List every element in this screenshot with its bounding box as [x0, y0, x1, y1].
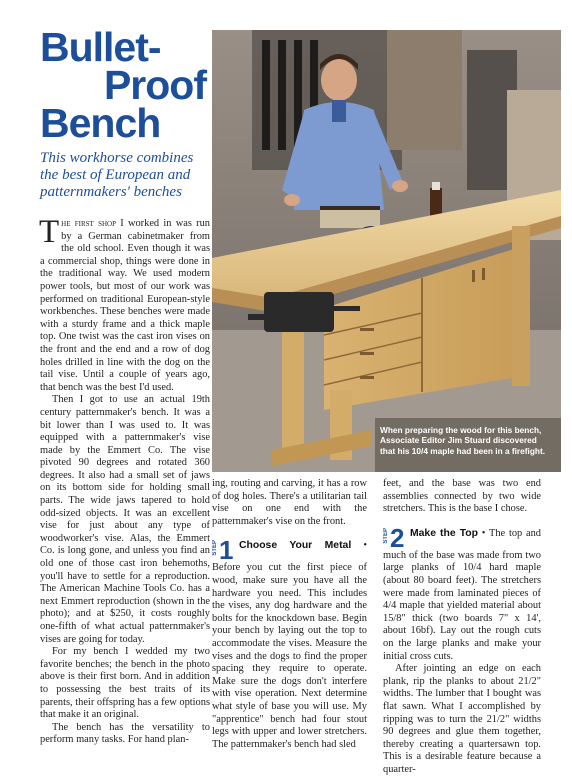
paragraph-1-text: I worked in was run by a German cabinetmaker from the old school. Even though it was a commercial shop, things were done in the traditional way. We used modern power tools, but most of our work was performed on traditional European-style workbenches. These benches were made with a sturdy frame and a thick maple top. One twist was the cast iron vises on the front and the end and a row of dog holes drilled in line with the dog on the tail vise. Until a couple of years ago, that bench was the best I'd used. — [40, 218, 210, 393]
drop-cap: T — [39, 214, 60, 250]
step-2-heading: Make the Top — [410, 527, 478, 539]
step-1-number: 1 — [219, 535, 234, 566]
title-line-1: Bullet- — [40, 24, 161, 70]
column-2-continuation: ing, routing and carving, it has a row of dog holes. There's a utilitarian tail vise on one end with the patternmaker's vise on the front. — [212, 478, 367, 527]
paragraph-3: For my bench I wedded my two favorite benches; the bench in the photo above is their first born. And in addition to possessing the best traits of its parents, their offspring has a few options that make it an original. — [40, 646, 210, 721]
article-title — [40, 24, 210, 146]
step-1-body: • Before you cut the first piece of wood, make sure you have all the hardware you need. This includes the vises, any dog hardware and the bolts for the knockdown base. Begin your bench by laying out the top to accommodate the vises. Measure the vises and the dogs to find the proper spacing they require to operate. Make sure the dogs don't interfere with vise operation. Next determine what style of base you will use. My "apprentice" bench had four stout legs with upper and lower stretchers. The patternmaker's bench had sled — [212, 540, 367, 750]
step-2-badge — [383, 522, 407, 553]
column-3-continuation: feet, and the base was two end assemblies connected by two wide stretchers. This is the base I chose. — [383, 478, 541, 515]
photo-caption: When preparing the wood for this bench, Associate Editor Jim Stuard discovered that his 10/4 maple had been in a firefight. — [380, 425, 546, 456]
paragraph-4: The bench has the versatility to perform many tasks. For hand plan- — [40, 721, 210, 746]
body-column-2 — [212, 478, 367, 751]
step-1-label: STEP — [212, 540, 218, 557]
lead-in-caps: he first shop — [61, 218, 116, 229]
step-1-paragraph — [212, 535, 367, 751]
title-line-3: Bench — [40, 100, 161, 146]
step-1-badge — [212, 535, 236, 566]
step-2-body: • The top and much of the base was made from two large planks of 10/4 hard maple (about 80 board feet). The stretchers were made from laminated pieces of 4/4 maple that yielded material about 15/8" thick (two boards 7" x 14', about 16bf). Lay out the rough cuts on the large planks and make your initial cross cuts. — [383, 527, 542, 662]
title-line-2: Proof — [103, 62, 206, 108]
step-2-number: 2 — [390, 522, 405, 553]
paragraph-jointing: After jointing an edge on each plank, rip the planks to about 21/2" widths. The lumber that I bought was flat sawn. What I accomplished by ripping was to turn the 21/2" widths 90 degrees and glue them together, thereby creating a quartersawn top. This is a desirable feature because a quarter- — [383, 663, 541, 775]
paragraph-intro — [39, 214, 210, 394]
body-column-3 — [383, 478, 541, 776]
step-1-heading: Choose Your Metal — [239, 540, 352, 552]
step-2-paragraph — [383, 522, 542, 663]
paragraph-2: Then I got to use an actual 19th century patternmaker's bench. It was a bit lower than I was used to. It was equipped with a patternmaker's vise made by the Emmert Co. The vise pivoted 90 degrees and rotated 360 degrees. It also had a small set of jaws on its bottom side for holding small parts. The wide jaws tapered to hold odd-sized objects. It was an excellent vise for just about any type of woodworker's vise. Alas, the Emmert Co. is long gone, and unless you find an old one of those cast iron behemoths, you'll have to settle for a reproduction. The American Machine Tools Co. has a next Emmert reproduction (shown in the photo); and at $250, it costs roughly one-fifth of what actual patternmaker's vises are going for today. — [40, 394, 210, 645]
step-2-label: STEP — [383, 527, 389, 544]
body-column-1 — [39, 214, 210, 747]
article-subtitle: This workhorse combines the best of European and patternmakers' benches — [40, 150, 194, 200]
workbench-photo — [212, 30, 561, 472]
